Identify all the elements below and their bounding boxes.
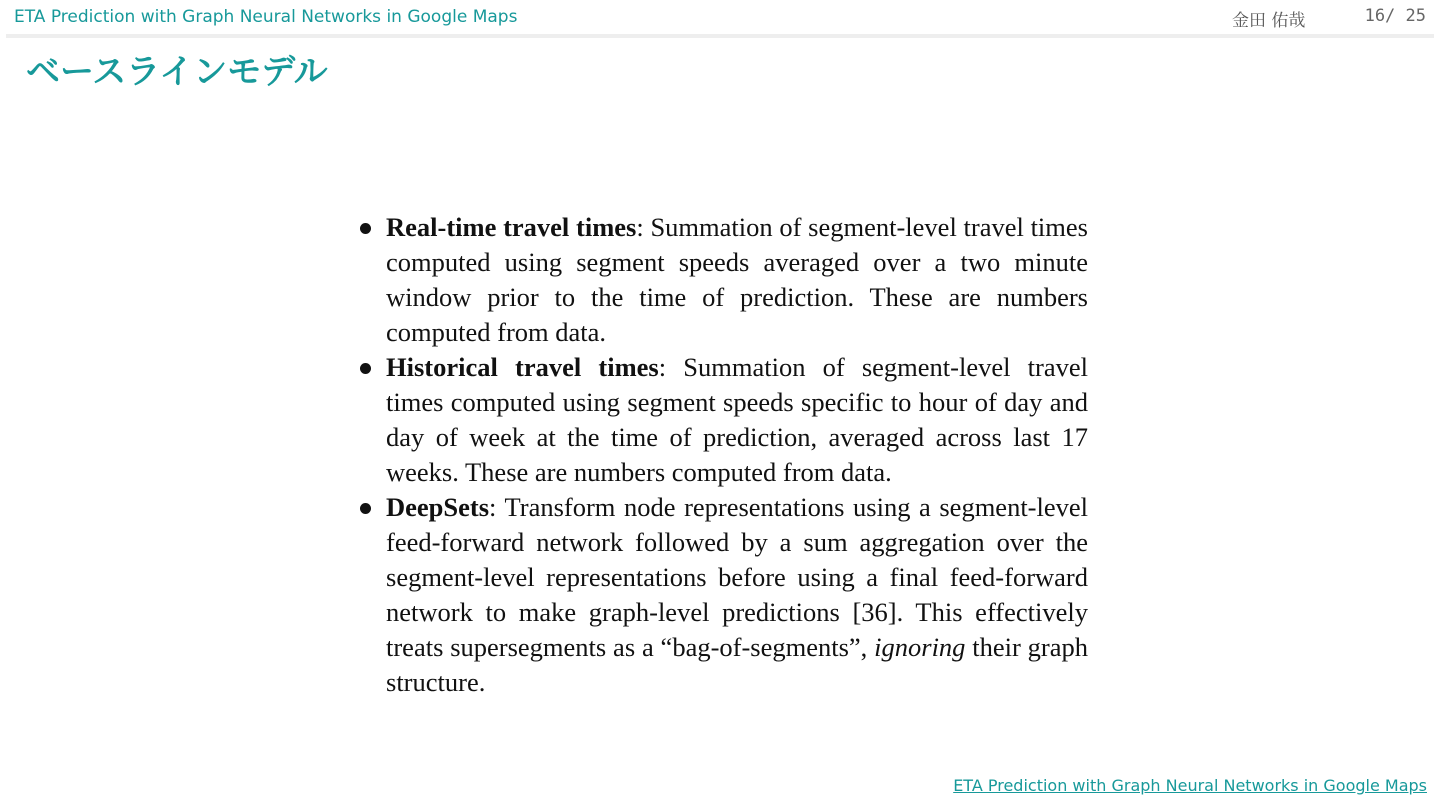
desc-historical: : Summation of segment-level travel times computed using segment speeds specific to hour of day and day of week at the time of prediction, averaged across last 17 weeks. These are numbers computed from data. — [386, 352, 1088, 487]
footer-source-link[interactable]: ETA Prediction with Graph Neural Networks in Google Maps — [953, 776, 1427, 795]
term-historical: Historical travel times — [386, 352, 659, 382]
bullet-icon — [360, 503, 371, 514]
baseline-list — [358, 210, 1088, 700]
desc-deepsets-emphasis: ignoring — [874, 632, 966, 662]
header-author: 金田 佑哉 — [1232, 11, 1306, 31]
quoted-paper-excerpt — [358, 210, 1088, 700]
slide-header — [0, 0, 1440, 36]
header-divider — [6, 34, 1434, 38]
list-item-historical — [358, 350, 1088, 490]
slide-title: ベースラインモデル — [26, 52, 328, 92]
list-item-realtime — [358, 210, 1088, 350]
header-title: ETA Prediction with Graph Neural Networks in Google Maps — [14, 7, 518, 27]
bullet-icon — [360, 363, 371, 374]
bullet-icon — [360, 223, 371, 234]
term-realtime: Real-time travel times — [386, 212, 637, 242]
desc-deepsets: : Transform node representations using a segment-level feed-forward network followed by a sum aggregation over the segment-level representations before using a final feed-forward network to make graph-level predictions [36]. This effectively treats supersegments as a “bag-of-segments”, — [386, 492, 1088, 662]
desc-realtime: : Summation of segment-level travel times computed using segment speeds averaged over a two minute window prior to the time of prediction. These are numbers computed from data. — [386, 212, 1088, 347]
list-item-deepsets — [358, 490, 1088, 700]
term-deepsets: DeepSets — [386, 492, 490, 522]
desc-deepsets-tail: their graph structure. — [386, 632, 1088, 697]
page-number: 16/ 25 — [1364, 6, 1426, 26]
